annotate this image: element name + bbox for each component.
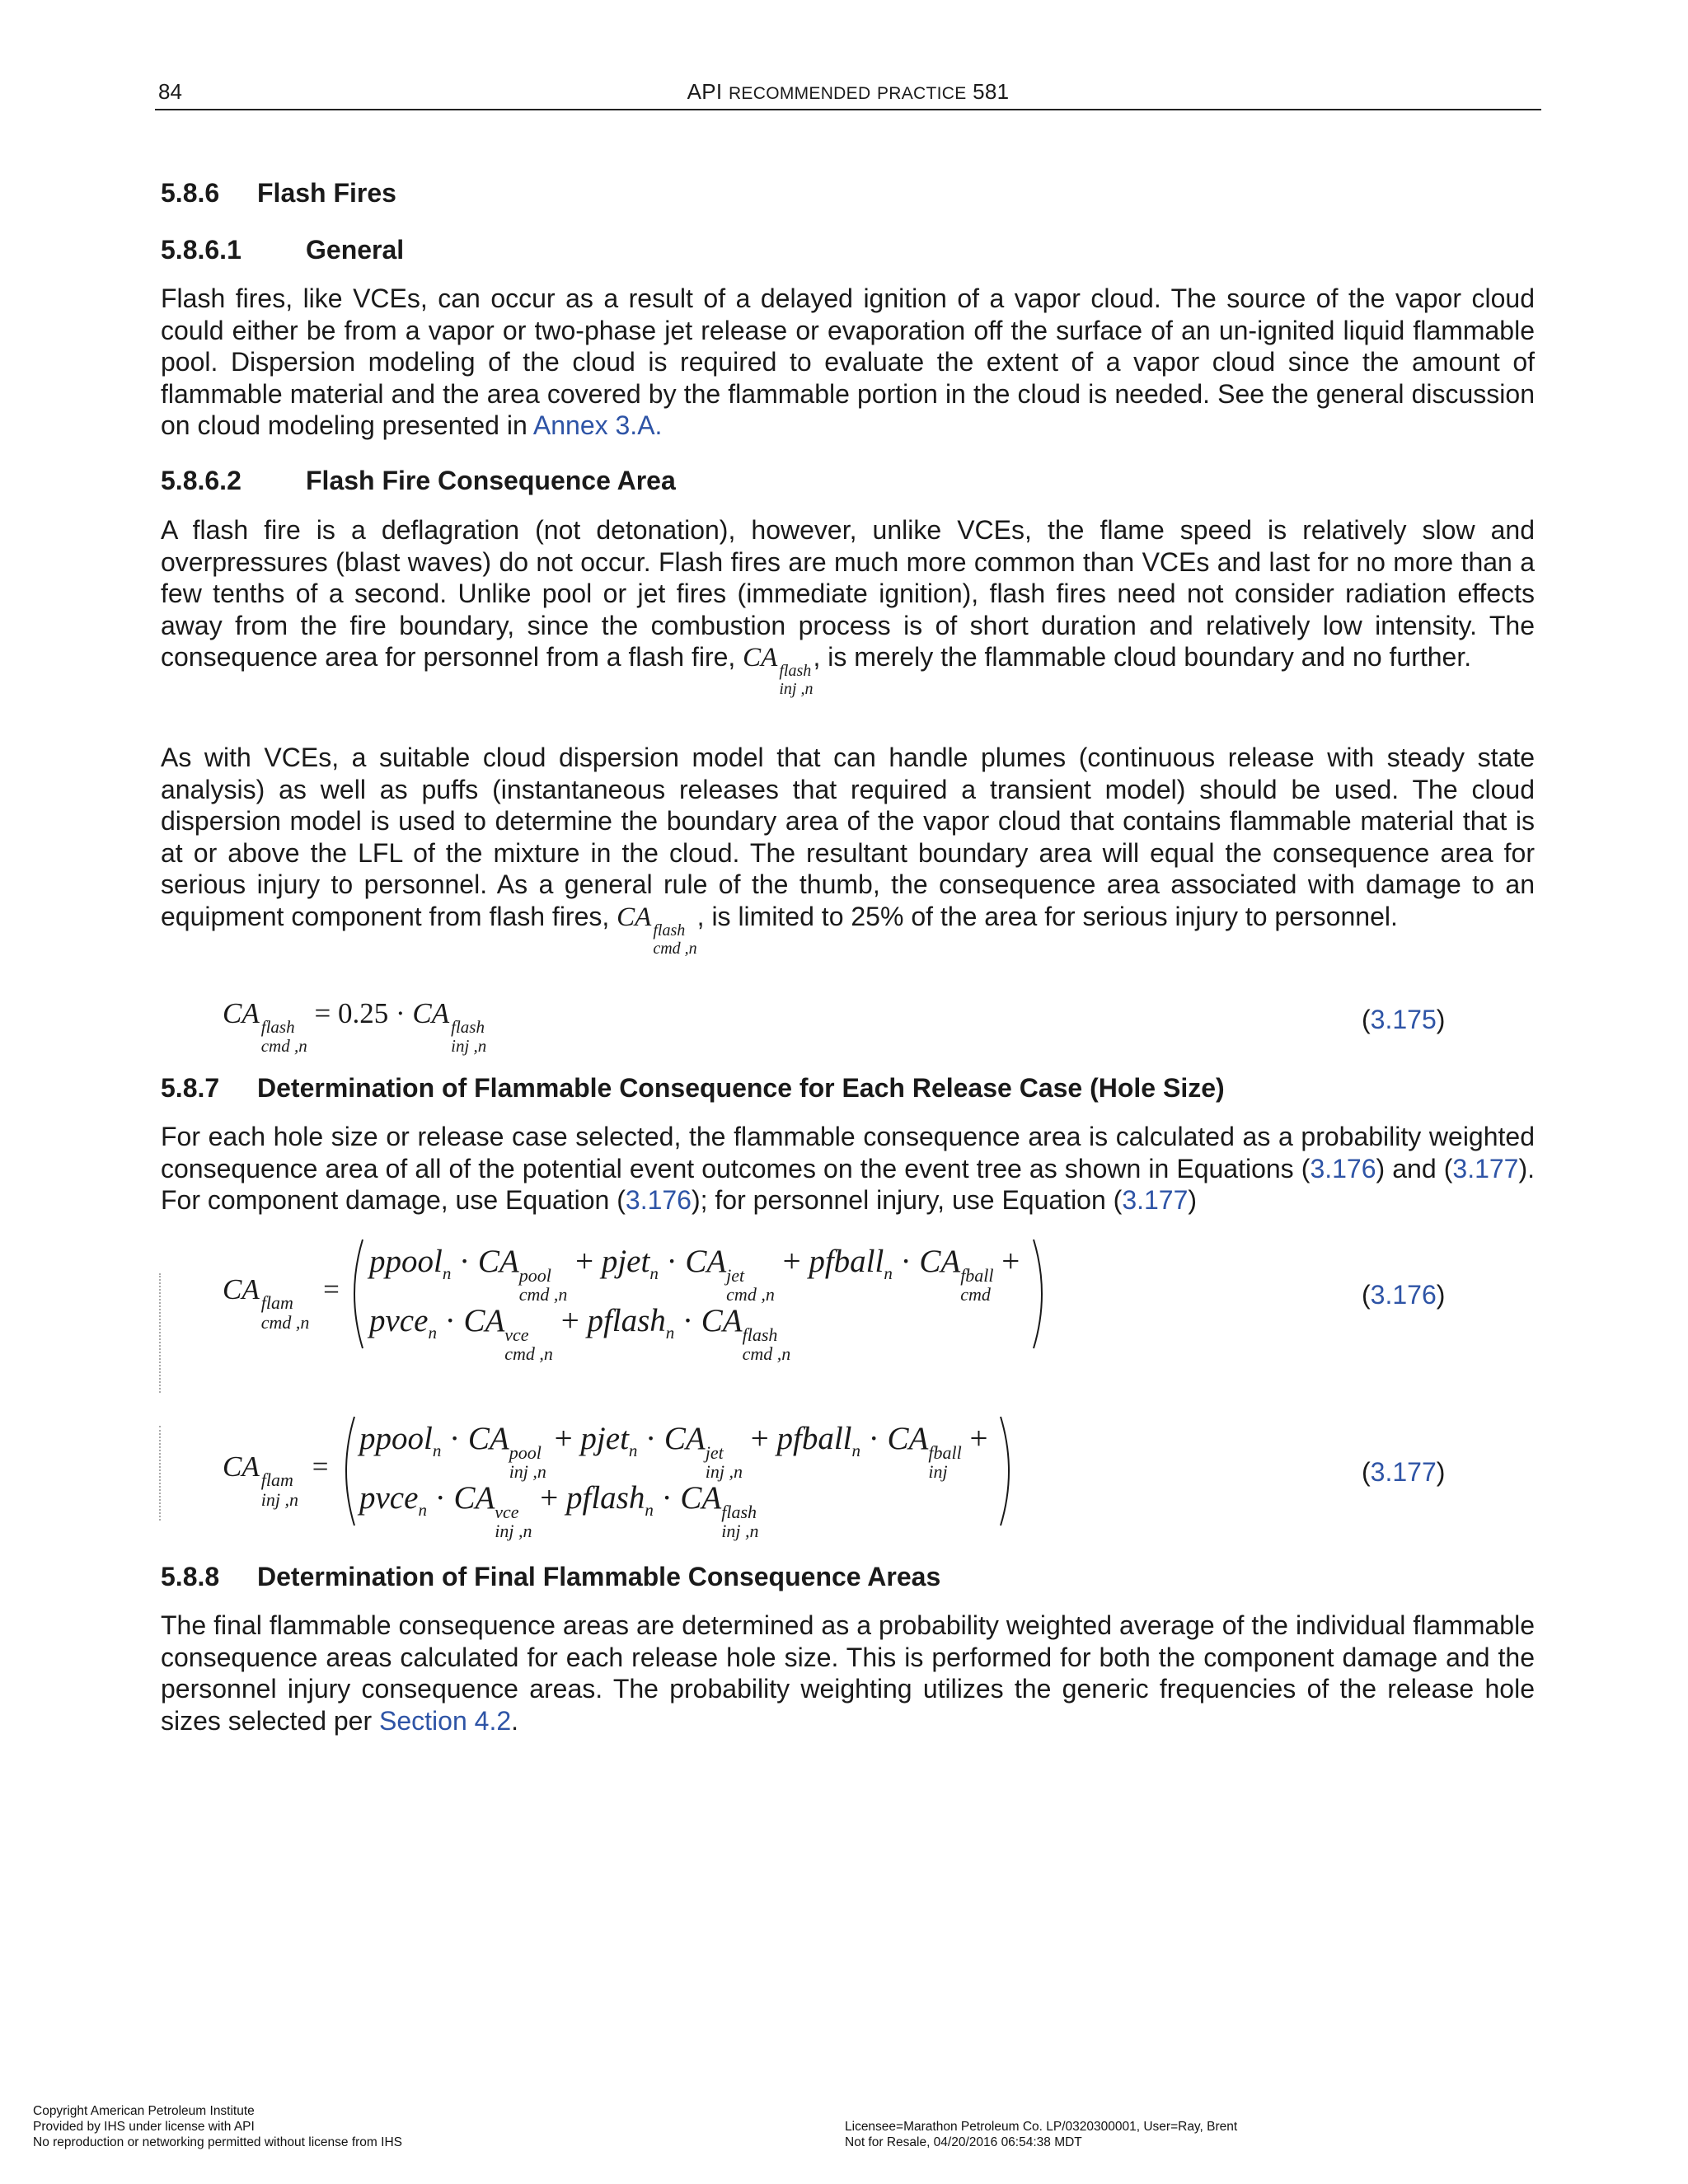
equation-3-177-lhs: CA flam inj ,n = bbox=[223, 1451, 329, 1510]
inline-symbol-ca-flash-inj: CA flash inj ,n bbox=[743, 643, 814, 698]
equation-ref-link[interactable]: 3.176 bbox=[1370, 1280, 1437, 1310]
page-number: 84 bbox=[158, 79, 182, 104]
section-heading-5-8-7: 5.8.7 Determination of Flammable Consequence for Each Release Case (Hole Size) bbox=[161, 1073, 1225, 1103]
equation-3-176-lhs: CA flam cmd ,n = bbox=[223, 1273, 340, 1333]
running-header bbox=[155, 79, 1541, 110]
equation-3-177-line1: ppool$_n$ · CA pool inj ,n + pjet$_n$ · CA jet inj ,n + pfball$_n$ · CA fball inj + bbox=[359, 1421, 988, 1482]
running-title: API RECOMMENDED PRACTICE 581 bbox=[687, 79, 1010, 104]
inline-symbol-ca-flash-cmd: CA flash cmd ,n bbox=[617, 902, 697, 958]
left-paren bbox=[335, 1413, 359, 1529]
margin-mark bbox=[159, 1426, 161, 1521]
right-paren bbox=[996, 1413, 1020, 1529]
equation-number-3-175: (3.175) bbox=[1362, 1005, 1446, 1034]
equation-ref-link[interactable]: 3.177 bbox=[1452, 1153, 1519, 1183]
right-paren bbox=[1029, 1236, 1053, 1352]
equation-3-177-line2: pvce$_n$ · CA vce inj ,n + pflash$_n$ · CA flash inj ,n bbox=[359, 1480, 759, 1541]
paragraph-final-areas: The final flammable consequence areas are determined as a probability weighted average of the individual flammable consequence areas calculated for each release hole size. This is performed for both the component damage and the personnel injury consequence areas. The probability weighting utilizes the generic frequencies of the release hole sizes selected per Section 4.2. bbox=[161, 1610, 1535, 1736]
left-paren bbox=[343, 1236, 368, 1352]
equation-ref-link[interactable]: 3.175 bbox=[1370, 1005, 1437, 1034]
equation-3-175: CA flash cmd ,n = 0.25 · CA flash inj ,n bbox=[223, 997, 487, 1056]
paragraph-dispersion: As with VCEs, a suitable cloud dispersion model that can handle plumes (continuous release with steady state analysis) as well as puffs (instantaneous releases that required a transient model) should be used. The cloud dispersion model is used to determine the boundary area of the vapor cloud that contains flammable material that is at or above the LFL of the mixture in the cloud. The resultant boundary area will equal the consequence area for serious injury to personnel. As a general rule of the thumb, the consequence area associated with damage to an equipment component from flash fires, CA flash cmd ,n , is limited to 25% of the area for serious injury to personnel. bbox=[161, 743, 1535, 958]
equation-3-176-line2: pvce$_n$ · CA vce cmd ,n + pflash$_n$ · CA flash cmd ,n bbox=[369, 1303, 791, 1364]
equation-ref-link[interactable]: 3.177 bbox=[1122, 1185, 1189, 1215]
footer-left: Copyright American Petroleum Institute Provided by IHS under license with API No reproduction or networking permitted without license from IHS bbox=[33, 2104, 402, 2149]
annex-link[interactable]: Annex 3.A. bbox=[532, 410, 663, 440]
equation-3-176-line1: ppool$_n$ · CA pool cmd ,n + pjet$_n$ · CA jet cmd ,n + pfball$_n$ · CA fball cmd + bbox=[369, 1244, 1020, 1305]
section-heading-5-8-6-1: 5.8.6.1 General bbox=[161, 235, 405, 265]
paragraph-flash-fire-area: A flash fire is a deflagration (not detonation), however, unlike VCEs, the flame speed is relatively slow and overpressures (blast waves) do not occur. Flash fires are much more common than VCEs and last for no more than a few tenths of a second. Unlike pool or jet fires (immediate ignition), flash fires need not consider radiation effects away from the fire boundary, since the combustion process is of short duration and relatively low intensity. The consequence area for personnel from a flash fire, CA flash inj ,n , is merely the flammable cloud boundary and no further. bbox=[161, 515, 1535, 698]
footer-right: Licensee=Marathon Petroleum Co. LP/0320300001, User=Ray, Brent Not for Resale, 04/20/2016 06:54:38 MDT bbox=[845, 2120, 1238, 2149]
equation-ref-link[interactable]: 3.176 bbox=[1310, 1153, 1376, 1183]
section-link[interactable]: Section 4.2 bbox=[379, 1705, 512, 1736]
paragraph-hole-size: For each hole size or release case selected, the flammable consequence area is calculated as a probability weighted consequence area of all of the potential event outcomes on the event tree as shown in Equations (3.176) and (3.177). For component damage, use Equation (3.176); for personnel injury, use Equation (3.177) bbox=[161, 1122, 1536, 1215]
section-heading-5-8-6-2: 5.8.6.2 Flash Fire Consequence Area bbox=[161, 466, 676, 495]
margin-mark bbox=[159, 1273, 161, 1393]
section-heading-5-8-8: 5.8.8 Determination of Final Flammable Consequence Areas bbox=[161, 1562, 941, 1591]
equation-number-3-176: (3.176) bbox=[1362, 1280, 1446, 1310]
equation-ref-link[interactable]: 3.177 bbox=[1370, 1457, 1437, 1487]
paragraph-general: Flash fires, like VCEs, can occur as a result of a delayed ignition of a vapor cloud. The source of the vapor cloud could either be from a vapor or two-phase jet release or evaporation off the surface of an un-ignited liquid flammable pool. Dispersion modeling of the cloud is required to evaluate the extent of a vapor cloud since the amount of flammable material and the area covered by the flammable portion in the cloud is needed. See the general discussion on cloud modeling presented in Annex 3.A. bbox=[161, 284, 1535, 440]
section-heading-5-8-6: 5.8.6 Flash Fires bbox=[161, 178, 396, 208]
equation-ref-link[interactable]: 3.176 bbox=[625, 1185, 692, 1215]
equation-number-3-177: (3.177) bbox=[1362, 1457, 1446, 1487]
